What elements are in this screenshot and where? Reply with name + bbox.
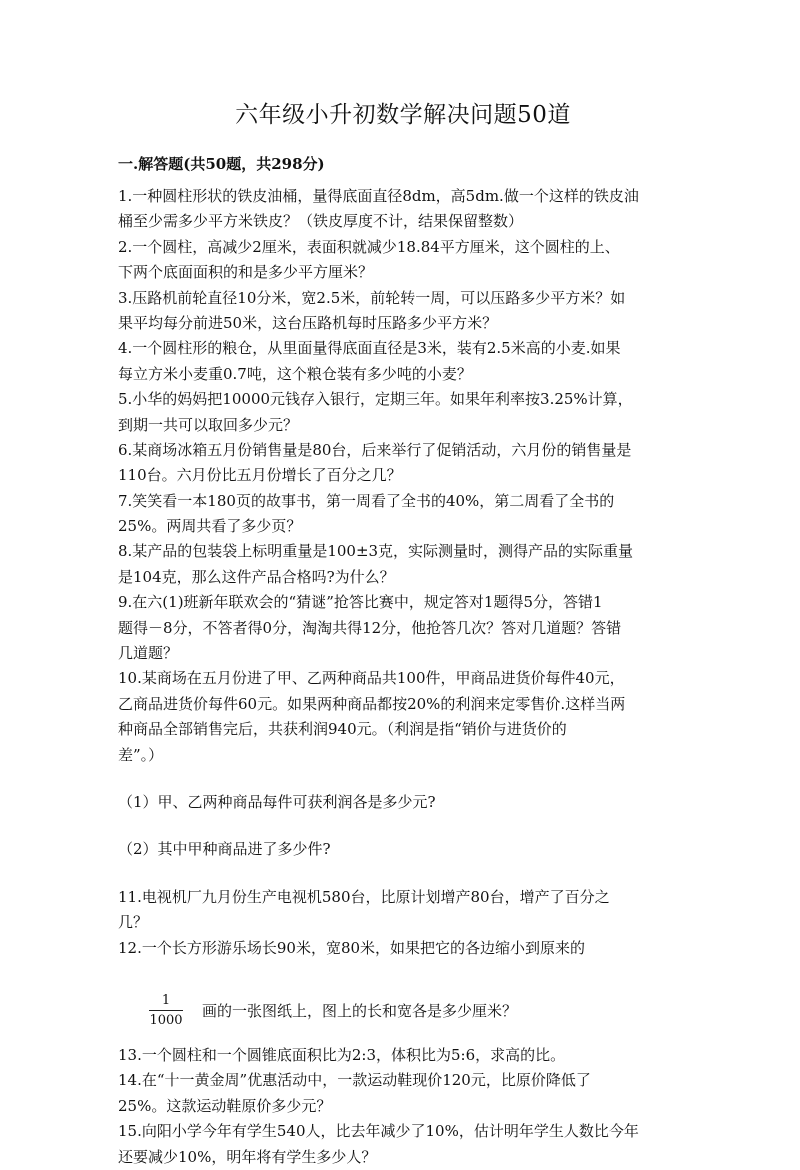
problem-5 bbox=[118, 387, 688, 438]
problem-line: 桶至少需多少平方米铁皮？（铁皮厚度不计，结果保留整数） bbox=[118, 212, 524, 231]
fraction-bar bbox=[149, 1010, 183, 1011]
scale-fraction bbox=[146, 993, 186, 1028]
document-title: 六年级小升初数学解决问题50道 bbox=[235, 102, 571, 128]
problem-9 bbox=[118, 590, 688, 666]
problem-line: 25%。这款运动鞋原价多少元？ bbox=[118, 1096, 332, 1115]
problem-line: 几？ bbox=[118, 913, 149, 932]
problem-11 bbox=[118, 885, 688, 936]
problem-line: 每立方米小麦重0.7吨，这个粮仓装有多少吨的小麦？ bbox=[118, 364, 472, 383]
problem-line: 5.小华的妈妈把10000元钱存入银行，定期三年。如果年利率按3.25%计算， bbox=[118, 390, 633, 409]
problem-line: 1.一种圆柱形状的铁皮油桶，量得底面直径8dm，高5dm.做一个这样的铁皮油 bbox=[118, 187, 639, 205]
problem-4 bbox=[118, 336, 688, 387]
fraction-denominator: 1000 bbox=[149, 1013, 183, 1029]
problem-line: 下两个底面面积的和是多少平方厘米？ bbox=[118, 263, 374, 282]
problem-line: 乙商品进货价每件60元。如果两种商品都按20%的利润来定零售价.这样当两 bbox=[118, 694, 626, 713]
problem-1 bbox=[118, 184, 688, 235]
problem-2 bbox=[118, 235, 688, 286]
problem-line: 13.一个圆柱和一个圆锥底面积比为2:3，体积比为5:6，求高的比。 bbox=[118, 1045, 566, 1064]
problem-line: 果平均每分前进50米，这台压路机每时压路多少平方米？ bbox=[118, 313, 498, 332]
problem-line: 25%。两周共看了多少页？ bbox=[118, 517, 302, 536]
problem-14 bbox=[118, 1068, 688, 1119]
section-heading: 一.解答题(共50题，共298分) bbox=[118, 155, 325, 173]
problem-line: 画的一张图纸上，图上的长和宽各是多少厘米？ bbox=[202, 1002, 518, 1021]
problem-line: 8.某产品的包装袋上标明重量是100±3克，实际测量时，测得产品的实际重量 bbox=[118, 542, 634, 561]
problem-line: 14.在“十一黄金周”优惠活动中，一款运动鞋现价120元，比原价降低了 bbox=[118, 1071, 591, 1090]
problem-line: 题得－8分，不答者得0分，淘淘共得12分，他抢答几次？答对几道题？答错 bbox=[118, 618, 622, 637]
problem-line: 2.一个圆柱，高减少2厘米，表面积就减少18.84平方厘米，这个圆柱的上、 bbox=[118, 237, 620, 256]
problem-line: 110台。六月份比五月份增长了百分之几？ bbox=[118, 466, 402, 485]
problem-line: 6.某商场冰箱五月份销售量是80台，后来举行了促销活动，六月份的销售量是 bbox=[118, 440, 632, 459]
fraction-row bbox=[118, 979, 688, 1043]
problem-line: 7.笑笑看一本180页的故事书，第一周看了全书的40%，第二周看了全书的 bbox=[118, 491, 615, 510]
problem-10 bbox=[118, 666, 688, 884]
spacer bbox=[118, 863, 688, 885]
problem-12 bbox=[118, 936, 688, 1043]
problem-line: 是104克，那么这件产品合格吗?为什么？ bbox=[118, 567, 395, 586]
problem-15 bbox=[118, 1119, 688, 1170]
problem-13 bbox=[118, 1043, 688, 1068]
problem-line: 几道题？ bbox=[118, 644, 179, 663]
problem-line: 12.一个长方形游乐场长90米，宽80米，如果把它的各边缩小到原来的 bbox=[118, 938, 586, 957]
problem-6 bbox=[118, 438, 688, 489]
problem-7 bbox=[118, 489, 688, 540]
problem-3 bbox=[118, 286, 688, 337]
problem-list bbox=[118, 184, 688, 1170]
problem-line: 15.向阳小学今年有学生540人，比去年减少了10%，估计明年学生人数比今年 bbox=[118, 1122, 639, 1141]
spacer bbox=[118, 961, 688, 979]
fraction-numerator: 1 bbox=[161, 993, 171, 1009]
sub-question-2: （2）其中甲种商品进了多少件? bbox=[118, 840, 331, 859]
problem-line: 4.一个圆柱形的粮仓，从里面量得底面直径是3米，装有2.5米高的小麦.如果 bbox=[118, 339, 621, 358]
problem-line: 3.压路机前轮直径10分米，宽2.5米，前轮转一周，可以压路多少平方米？如 bbox=[118, 288, 626, 307]
problem-line: 种商品全部销售完后，共获利润940元。（利润是指“销价与进货价的 bbox=[118, 720, 567, 739]
spacer bbox=[118, 815, 688, 837]
problem-line: 到期一共可以取回多少元？ bbox=[118, 415, 299, 434]
problem-line: 10.某商场在五月份进了甲、乙两种商品共100件，甲商品进货价每件40元， bbox=[118, 669, 625, 688]
problem-line: 差”。） bbox=[118, 745, 164, 764]
problem-line: 9.在六(1)班新年联欢会的“猜谜”抢答比赛中，规定答对1题得5分，答错1 bbox=[118, 593, 603, 612]
sub-question-1: （1）甲、乙两种商品每件可获利润各是多少元? bbox=[118, 792, 436, 811]
problem-line: 还要减少10%，明年将有学生多少人？ bbox=[118, 1147, 377, 1166]
spacer bbox=[118, 768, 688, 790]
problem-8 bbox=[118, 539, 688, 590]
problem-line: 11.电视机厂九月份生产电视机580台，比原计划增产80台，增产了百分之 bbox=[118, 887, 610, 906]
